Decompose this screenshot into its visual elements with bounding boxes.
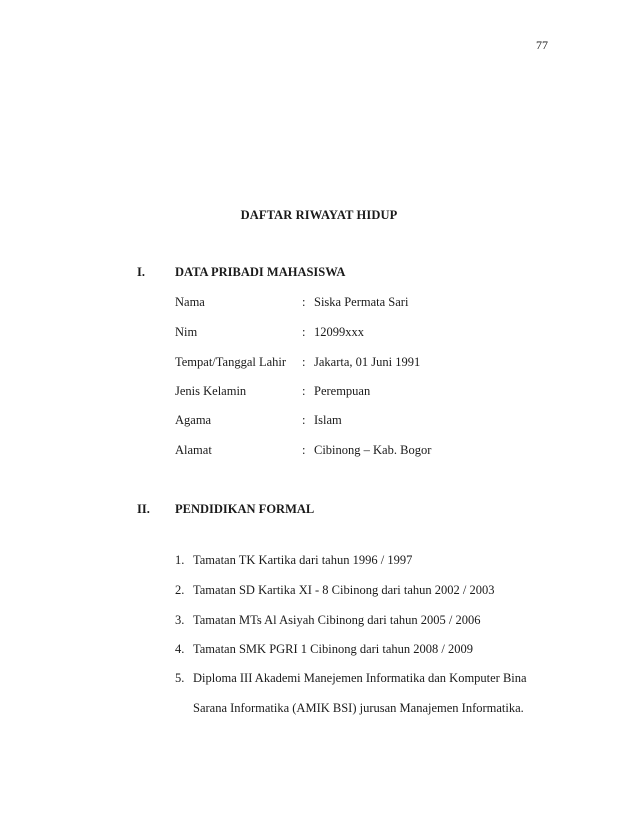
section-number: II. xyxy=(137,502,150,516)
page-number: 77 xyxy=(536,38,548,52)
section-number: I. xyxy=(137,265,145,279)
field-value: Siska Permata Sari xyxy=(314,295,409,309)
field-label: Alamat xyxy=(175,443,212,457)
field-colon: : xyxy=(302,384,306,398)
list-number: 4. xyxy=(175,642,185,656)
field-value: Cibinong – Kab. Bogor xyxy=(314,443,432,457)
list-number: 5. xyxy=(175,671,185,685)
field-colon: : xyxy=(302,355,306,369)
list-number: 1. xyxy=(175,553,185,567)
field-value: 12099xxx xyxy=(314,325,364,339)
list-text: Tamatan TK Kartika dari tahun 1996 / 1997 xyxy=(193,553,413,567)
document-title: DAFTAR RIWAYAT HIDUP xyxy=(240,208,398,222)
list-number: 2. xyxy=(175,583,185,597)
field-colon: : xyxy=(302,295,306,309)
list-text: Tamatan SD Kartika XI - 8 Cibinong dari tahun 2002 / 2003 xyxy=(193,583,495,597)
field-value: Jakarta, 01 Juni 1991 xyxy=(314,355,421,369)
field-label: Jenis Kelamin xyxy=(175,384,247,398)
field-label: Nama xyxy=(175,295,205,309)
section-title: PENDIDIKAN FORMAL xyxy=(175,502,315,516)
field-label: Tempat/Tanggal Lahir xyxy=(175,355,287,369)
field-value: Islam xyxy=(314,413,342,427)
field-label: Nim xyxy=(175,325,198,339)
field-colon: : xyxy=(302,325,306,339)
field-value: Perempuan xyxy=(314,384,371,398)
list-text-continuation: Sarana Informatika (AMIK BSI) jurusan Manajemen Informatika. xyxy=(193,701,524,715)
field-colon: : xyxy=(302,443,306,457)
field-colon: : xyxy=(302,413,306,427)
field-label: Agama xyxy=(175,413,212,427)
list-text: Diploma III Akademi Manejemen Informatika dan Komputer Bina xyxy=(193,671,527,685)
list-text: Tamatan SMK PGRI 1 Cibinong dari tahun 2008 / 2009 xyxy=(193,642,474,656)
section-title: DATA PRIBADI MAHASISWA xyxy=(175,265,346,279)
list-text: Tamatan MTs Al Asiyah Cibinong dari tahun 2005 / 2006 xyxy=(193,613,481,627)
list-number: 3. xyxy=(175,613,185,627)
